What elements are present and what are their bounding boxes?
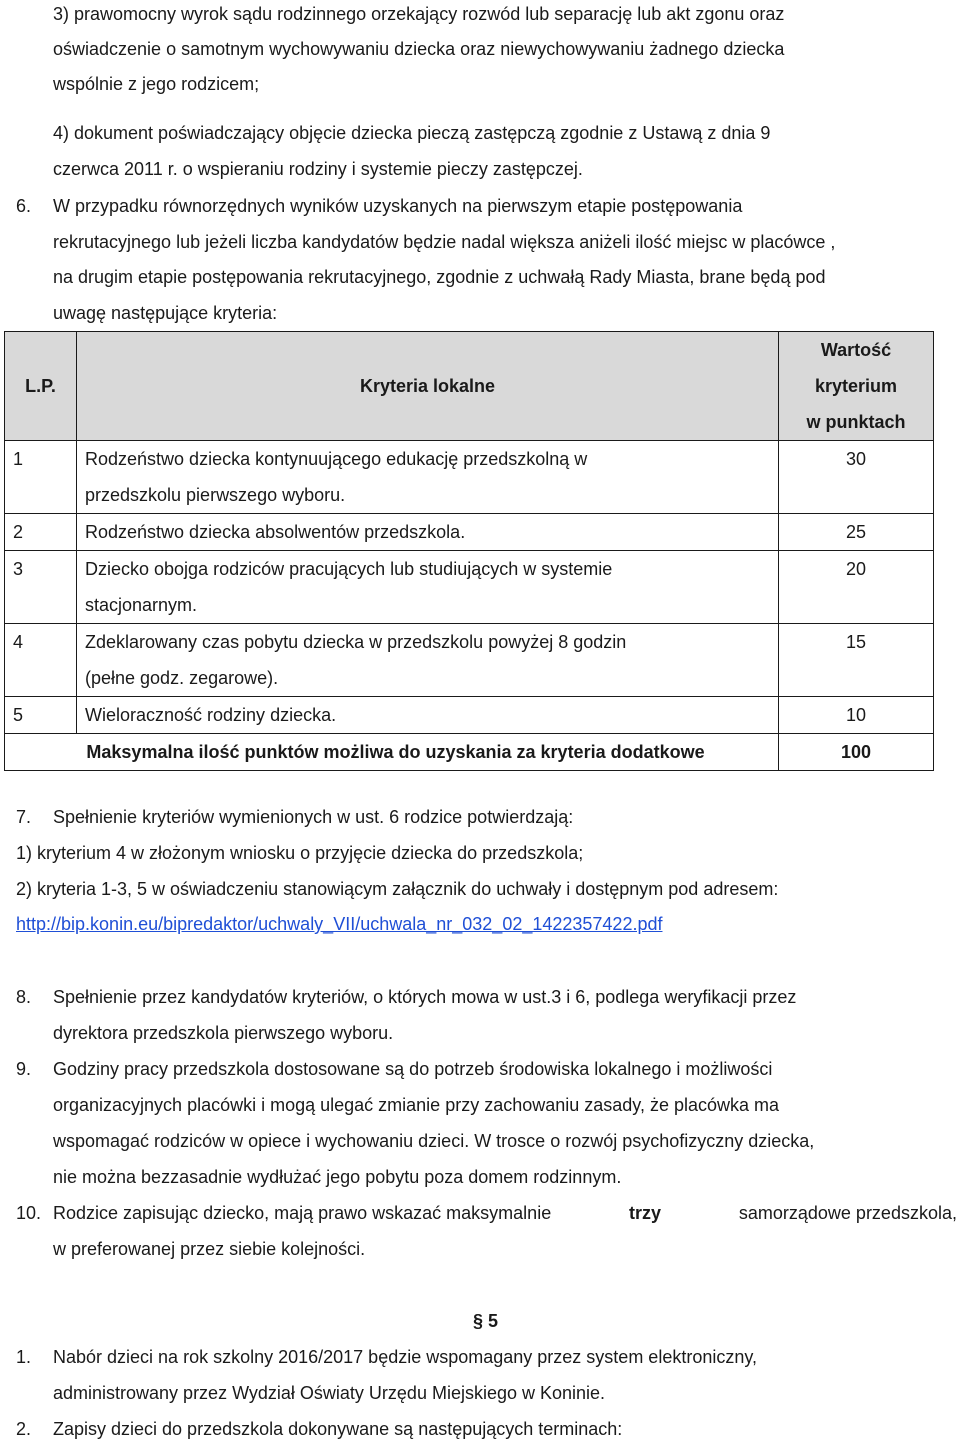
row-value: 20	[779, 551, 934, 624]
item3-line2: oświadczenie o samotnym wychowywaniu dziecka oraz niewychowywaniu żadnego dziecka	[53, 39, 785, 59]
point6-line2: rekrutacyjnego lub jeżeli liczba kandydatów będzie nadal większa aniżeli ilość miejsc w placówce ,	[53, 232, 836, 252]
header-value-line1: Wartość	[820, 340, 892, 360]
point9-line2: organizacyjnych placówki i mogą ulegać zmianie przy zachowaniu zasady, że placówka ma	[53, 1095, 780, 1115]
point9-number: 9.	[16, 1059, 32, 1079]
table-row	[5, 697, 934, 734]
row-criterion-line2: przedszkolu pierwszego wyboru.	[85, 485, 346, 505]
point6-number: 6.	[16, 196, 32, 216]
row-criterion	[77, 624, 779, 697]
summary-value: 100	[779, 734, 934, 771]
point7-sub1: 1) kryterium 4 w złożonym wniosku o przyjęcie dziecka do przedszkola;	[16, 843, 584, 863]
table-row	[5, 441, 934, 514]
point9-line4: nie można bezzasadnie wydłużać jego pobytu poza domem rodzinnym.	[53, 1167, 622, 1187]
point10-line1-after: samorządowe przedszkola,	[738, 1203, 957, 1223]
point6-line1: W przypadku równorzędnych wyników uzyskanych na pierwszym etapie postępowania	[53, 196, 743, 216]
table-row	[5, 624, 934, 697]
point10-number: 10.	[16, 1203, 42, 1223]
row-lp: 4	[5, 624, 77, 697]
point9-line1: Godziny pracy przedszkola dostosowane są do potrzeb środowiska lokalnego i możliwości	[53, 1059, 773, 1079]
s5-p1-line1: Nabór dzieci na rok szkolny 2016/2017 będzie wspomagany przez system elektroniczny,	[53, 1347, 758, 1367]
point8-line2: dyrektora przedszkola pierwszego wyboru.	[53, 1023, 394, 1043]
row-criterion-line1: Rodzeństwo dziecka absolwentów przedszkola.	[85, 522, 466, 542]
row-criterion-line1: Rodzeństwo dziecka kontynuującego edukację przedszkolną w	[85, 449, 588, 469]
point7-sub2: 2) kryteria 1-3, 5 w oświadczeniu stanowiącym załącznik do uchwały i dostępnym pod adresem:	[16, 879, 779, 899]
item4-line1: 4) dokument poświadczający objęcie dziecka pieczą zastępczą zgodnie z Ustawą z dnia 9	[53, 123, 771, 143]
point8-line1: Spełnienie przez kandydatów kryteriów, o których mowa w ust.3 i 6, podlega weryfikacji przez	[53, 987, 797, 1007]
table-summary-row	[5, 734, 934, 771]
row-criterion	[77, 441, 779, 514]
point10-line1-bold: trzy	[629, 1203, 662, 1223]
row-lp: 3	[5, 551, 77, 624]
row-value: 15	[779, 624, 934, 697]
header-criteria: Kryteria lokalne	[77, 332, 779, 441]
header-lp: L.P.	[5, 332, 77, 441]
row-value: 25	[779, 514, 934, 551]
row-criterion-line2: stacjonarnym.	[85, 595, 198, 615]
point8-number: 8.	[16, 987, 32, 1007]
row-lp: 5	[5, 697, 77, 734]
table-row	[5, 514, 934, 551]
point6-line4: uwagę następujące kryteria:	[53, 303, 278, 323]
summary-label: Maksymalna ilość punktów możliwa do uzyskania za kryteria dodatkowe	[5, 734, 779, 771]
table-header-row	[5, 332, 934, 441]
point7-text: Spełnienie kryteriów wymienionych w ust. 6 rodzice potwierdzają:	[53, 807, 574, 827]
bip-pdf-link[interactable]: http://bip.konin.eu/bipredaktor/uchwaly_VII/uchwala_nr_032_02_1422357422.pdf	[16, 914, 663, 934]
section5-heading: § 5	[473, 1311, 499, 1331]
point10-line2: w preferowanej przez siebie kolejności.	[53, 1239, 366, 1259]
point10-line1-before: Rodzice zapisując dziecko, mają prawo wskazać maksymalnie	[53, 1203, 552, 1223]
s5-p2-number: 2.	[16, 1419, 32, 1439]
row-criterion	[77, 551, 779, 624]
row-lp: 2	[5, 514, 77, 551]
row-value: 30	[779, 441, 934, 514]
row-criterion-line1: Zdeklarowany czas pobytu dziecka w przedszkolu powyżej 8 godzin	[85, 632, 627, 652]
point9-line3: wspomagać rodziców w opiece i wychowaniu dzieci. W trosce o rozwój psychofizyczny dziecka,	[53, 1131, 815, 1151]
row-criterion-line1: Dziecko obojga rodziców pracujących lub studiujących w systemie	[85, 559, 613, 579]
s5-p1-line2: administrowany przez Wydział Oświaty Urzędu Miejskiego w Koninie.	[53, 1383, 606, 1403]
item3-line3: wspólnie z jego rodzicem;	[53, 74, 260, 94]
header-value-line2: kryterium	[814, 376, 898, 396]
row-value: 10	[779, 697, 934, 734]
row-criterion-line1: Wieloraczność rodziny dziecka.	[85, 705, 337, 725]
row-lp: 1	[5, 441, 77, 514]
table-row	[5, 551, 934, 624]
point7-number: 7.	[16, 807, 32, 827]
header-value	[779, 332, 934, 441]
criteria-table	[4, 331, 934, 771]
header-value-line3: w punktach	[806, 412, 906, 432]
item4-line2: czerwca 2011 r. o wspieraniu rodziny i systemie pieczy zastępczej.	[53, 159, 583, 179]
row-criterion	[77, 697, 779, 734]
row-criterion-line2: (pełne godz. zegarowe).	[85, 668, 279, 688]
item3-line1: 3) prawomocny wyrok sądu rodzinnego orzekający rozwód lub separację lub akt zgonu oraz	[53, 4, 785, 24]
point6-line3: na drugim etapie postępowania rekrutacyjnego, zgodnie z uchwałą Rady Miasta, brane będą pod	[53, 267, 826, 287]
row-criterion	[77, 514, 779, 551]
s5-p2-text: Zapisy dzieci do przedszkola dokonywane są następujących terminach:	[53, 1419, 623, 1439]
s5-p1-number: 1.	[16, 1347, 32, 1367]
point10-line1	[53, 1202, 957, 1224]
